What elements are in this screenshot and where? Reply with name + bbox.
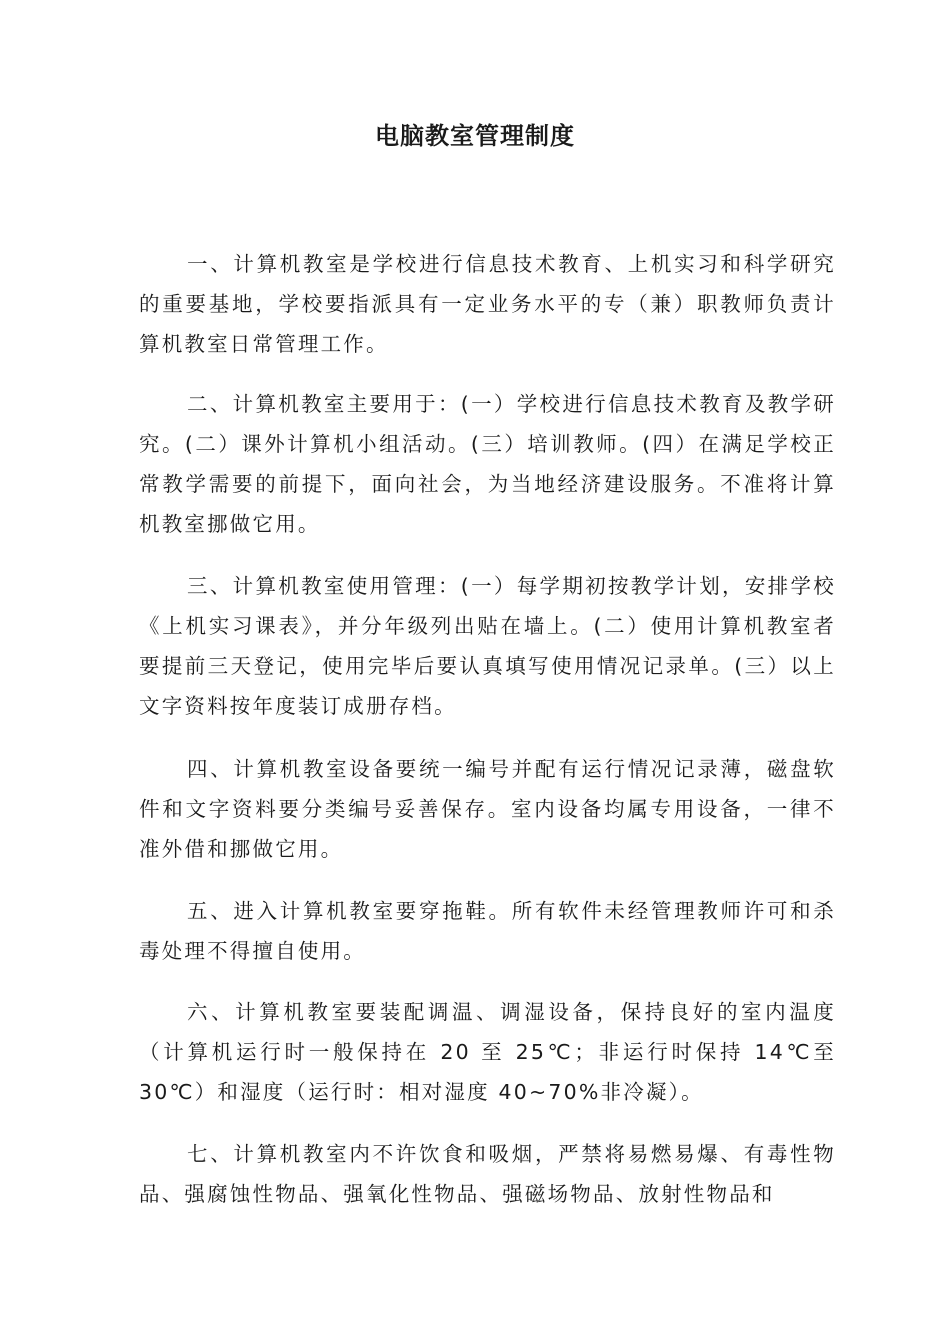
paragraph-1: 一、计算机教室是学校进行信息技术教育、上机实习和科学研究的重要基地，学校要指派具有一定业务水平的专（兼）职教师负责计算机教室日常管理工作。 <box>139 252 836 356</box>
paragraph-4: 四、计算机教室设备要统一编号并配有运行情况记录薄，磁盘软件和文字资料要分类编号妥善保存。室内设备均属专用设备，一律不准外借和挪做它用。 <box>139 757 836 861</box>
paragraph-2: 二、计算机教室主要用于：(一）学校进行信息技术教育及教学研究。(二）课外计算机小组活动。(三）培训教师。(四）在满足学校正常教学需要的前提下，面向社会，为当地经济建设服务。不准将计算机教室挪做它用。 <box>139 392 836 536</box>
paragraph-6: 六、计算机教室要装配调温、调湿设备，保持良好的室内温度（计算机运行时一般保持在 20 至 25℃；非运行时保持 14℃至 30℃）和湿度（运行时：相对湿度 40~70%非冷凝）。 <box>139 1000 836 1104</box>
document-title: 电脑教室管理制度 <box>375 122 575 150</box>
paragraph-3: 三、计算机教室使用管理：(一）每学期初按教学计划，安排学校《上机实习课表》，并分年级列出贴在墙上。(二）使用计算机教室者要提前三天登记，使用完毕后要认真填写使用情况记录单。(三）以上文字资料按年度装订成册存档。 <box>139 574 836 718</box>
paragraph-7: 七、计算机教室内不许饮食和吸烟，严禁将易燃易爆、有毒性物品、强腐蚀性物品、强氧化性物品、强磁场物品、放射性物品和 <box>139 1142 836 1206</box>
paragraph-5: 五、进入计算机教室要穿拖鞋。所有软件未经管理教师许可和杀毒处理不得擅自使用。 <box>139 899 836 963</box>
